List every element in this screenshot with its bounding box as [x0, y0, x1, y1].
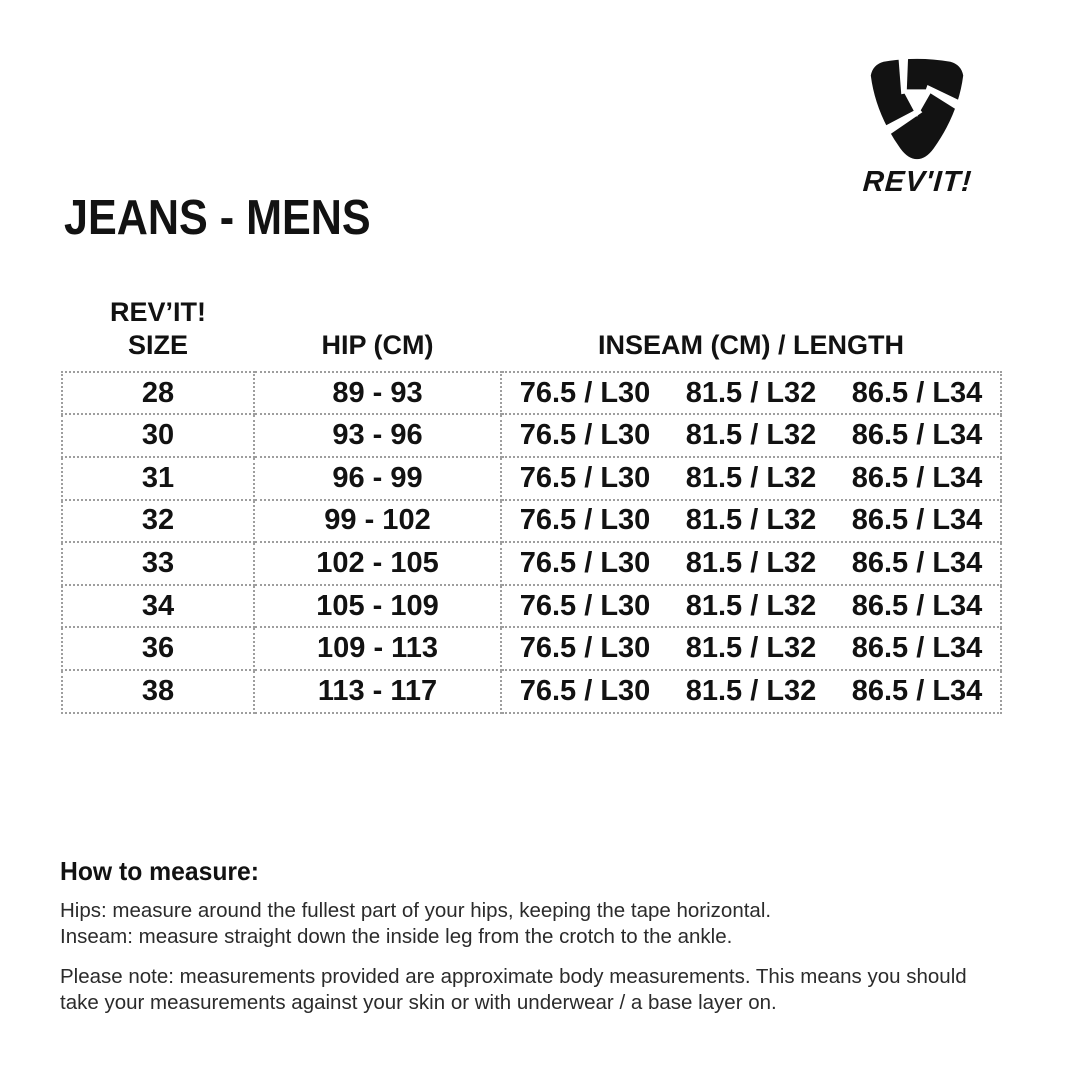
- instruction-inseam: Inseam: measure straight down the inside leg from the crotch to the ankle.: [60, 924, 733, 948]
- hip-cell: 93 - 96: [254, 414, 501, 457]
- inseam-l32: 81.5 / L32: [685, 674, 817, 707]
- inseam-l34: 86.5 / L34: [851, 504, 983, 537]
- size-cell: 36: [62, 627, 254, 670]
- table-header-row: [62, 296, 1001, 372]
- inseam-cell: [501, 585, 1001, 628]
- table-row: [62, 500, 1001, 543]
- inseam-cell: [501, 457, 1001, 500]
- how-to-measure-instructions: [60, 898, 1020, 950]
- inseam-l30: 76.5 / L30: [519, 419, 651, 452]
- col-header-inseam: INSEAM (CM) / LENGTH: [598, 329, 904, 360]
- inseam-l32: 81.5 / L32: [685, 632, 817, 665]
- inseam-cell: [501, 414, 1001, 457]
- inseam-cell: [501, 372, 1001, 415]
- table-row: [62, 627, 1001, 670]
- hip-cell: 96 - 99: [254, 457, 501, 500]
- inseam-l34: 86.5 / L34: [851, 376, 983, 409]
- col-header-size-brand: REV’IT!: [109, 297, 206, 327]
- table-row: [62, 670, 1001, 713]
- inseam-l34: 86.5 / L34: [851, 547, 983, 580]
- inseam-l30: 76.5 / L30: [519, 461, 651, 494]
- inseam-l30: 76.5 / L30: [519, 504, 651, 537]
- table-row: [62, 585, 1001, 628]
- inseam-cell: [501, 542, 1001, 585]
- size-cell: 38: [62, 670, 254, 713]
- col-header-size-label: SIZE: [127, 329, 188, 360]
- size-cell: 28: [62, 372, 254, 415]
- table-row: [62, 372, 1001, 415]
- hip-cell: 109 - 113: [254, 627, 501, 670]
- inseam-l32: 81.5 / L32: [685, 419, 817, 452]
- hip-cell: 102 - 105: [254, 542, 501, 585]
- brand-logo: [842, 52, 992, 199]
- measurement-note: Please note: measurements provided are approximate body measurements. This means you should take your measurements against your skin or with underwear / a base layer on.: [60, 965, 967, 1015]
- page-title: JEANS - MENS: [64, 191, 371, 245]
- col-header-hip: HIP (CM): [321, 329, 434, 360]
- size-cell: 33: [62, 542, 254, 585]
- size-table: [61, 296, 1002, 714]
- col-header-size: [62, 296, 254, 372]
- instruction-hips: Hips: measure around the fullest part of your hips, keeping the tape horizontal.: [60, 899, 772, 922]
- inseam-l30: 76.5 / L30: [519, 547, 651, 580]
- size-cell: 32: [62, 500, 254, 543]
- inseam-l32: 81.5 / L32: [685, 461, 817, 494]
- size-cell: 34: [62, 585, 254, 628]
- brand-wordmark: REV'IT!: [861, 166, 973, 198]
- inseam-l34: 86.5 / L34: [851, 674, 983, 707]
- inseam-cell: [501, 627, 1001, 670]
- inseam-l34: 86.5 / L34: [851, 461, 983, 494]
- inseam-l34: 86.5 / L34: [851, 419, 983, 452]
- inseam-l32: 81.5 / L32: [685, 504, 817, 537]
- table-row: [62, 542, 1001, 585]
- how-to-measure-heading: How to measure:: [60, 856, 260, 886]
- inseam-l30: 76.5 / L30: [519, 632, 651, 665]
- table-row: [62, 414, 1001, 457]
- inseam-l34: 86.5 / L34: [851, 632, 983, 665]
- size-cell: 31: [62, 457, 254, 500]
- inseam-l32: 81.5 / L32: [685, 547, 817, 580]
- inseam-cell: [501, 500, 1001, 543]
- inseam-l32: 81.5 / L32: [685, 589, 817, 622]
- hip-cell: 99 - 102: [254, 500, 501, 543]
- table-row: [62, 457, 1001, 500]
- hip-cell: 105 - 109: [254, 585, 501, 628]
- inseam-cell: [501, 670, 1001, 713]
- inseam-l30: 76.5 / L30: [519, 376, 651, 409]
- revit-emblem-icon: [858, 52, 976, 164]
- inseam-l30: 76.5 / L30: [519, 589, 651, 622]
- inseam-l32: 81.5 / L32: [685, 376, 817, 409]
- inseam-l34: 86.5 / L34: [851, 589, 983, 622]
- hip-cell: 113 - 117: [254, 670, 501, 713]
- inseam-l30: 76.5 / L30: [519, 674, 651, 707]
- hip-cell: 89 - 93: [254, 372, 501, 415]
- size-cell: 30: [62, 414, 254, 457]
